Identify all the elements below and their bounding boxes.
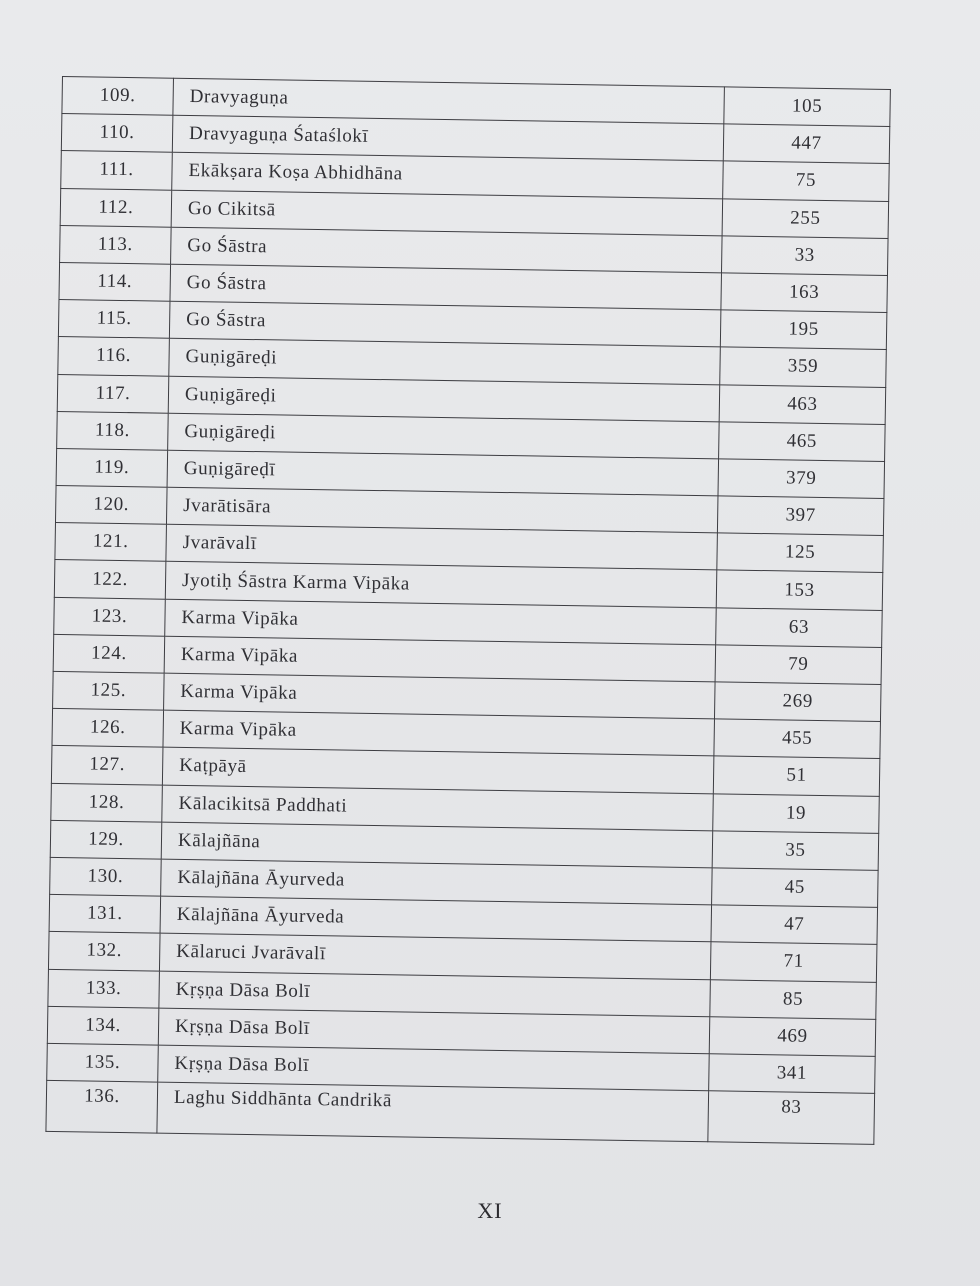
row-number: 132. [48,932,160,971]
row-number: 121. [55,523,167,562]
row-page: 195 [720,310,887,350]
row-number: 123. [54,597,166,636]
row-page: 455 [714,719,881,759]
row-number: 134. [47,1006,159,1045]
row-page: 19 [713,793,880,833]
row-title: Jvarāvalī [166,524,718,570]
row-title: Kṛṣṇa Dāsa Bolī [158,1008,710,1054]
row-title: Dravyaguṇa Śataślokī [172,115,724,161]
row-number: 131. [49,895,161,934]
row-title: Go Śāstra [171,227,723,273]
row-number: 129. [50,820,162,859]
row-number: 127. [51,746,163,785]
row-title: Ekākṣara Koṣa Abhidhāna [172,153,724,199]
row-page: 447 [723,124,890,164]
row-title: Kṛṣṇa Dāsa Bolī [159,971,711,1017]
row-title: Jvarātisāra [166,487,718,533]
row-page: 465 [719,422,886,462]
row-title: Kaṭpāyā [162,748,714,794]
page-number: XI [477,1198,503,1223]
row-title: Kṛṣṇa Dāsa Bolī [158,1045,710,1091]
row-number: 114. [59,262,171,301]
row-page: 359 [720,347,887,387]
row-page: 105 [724,87,891,127]
row-number: 111. [61,151,173,190]
row-page: 255 [722,198,889,238]
row-number: 130. [50,857,162,896]
row-title: Go Śāstra [170,264,722,310]
row-page: 341 [709,1054,876,1094]
row-number: 115. [58,300,170,339]
row-page: 63 [716,607,883,647]
row-page: 79 [715,645,882,685]
row-page: 71 [710,942,877,982]
row-number: 122. [54,560,166,599]
row-title: Karma Vipāka [163,710,715,756]
row-title: Kālajñāna Āyurveda [160,896,712,942]
row-page: 83 [708,1091,875,1145]
row-number: 119. [56,448,168,487]
row-number: 117. [57,374,169,413]
row-number: 120. [55,486,167,525]
row-title: Go Cikitsā [171,190,723,236]
row-title: Guṇigāreḍi [168,413,720,459]
row-number: 126. [52,709,164,748]
row-number: 136. [46,1080,158,1133]
row-page: 47 [711,905,878,945]
row-page: 33 [721,236,888,276]
row-page: 45 [712,868,879,908]
row-number: 113. [60,225,172,264]
row-title: Kālajñāna [161,822,713,868]
row-number: 110. [61,114,173,153]
row-page: 379 [718,459,885,499]
row-title: Guṇigāreḍi [169,339,721,385]
row-number: 128. [51,783,163,822]
row-title: Laghu Siddhānta Candrikā [157,1082,709,1142]
row-title: Dravyaguṇa [173,78,725,124]
row-number: 112. [60,188,172,227]
row-number: 116. [58,337,170,376]
row-page: 125 [717,533,884,573]
row-page: 153 [716,570,883,610]
row-number: 109. [62,77,174,116]
index-table-container [45,76,887,1145]
row-number: 124. [53,634,165,673]
row-page: 35 [712,831,879,871]
row-page: 269 [714,682,881,722]
row-title: Karma Vipāka [165,599,717,645]
row-title: Kālaruci Jvarāvalī [159,933,711,979]
row-title: Kālacikitsā Paddhati [162,785,714,831]
manuscript-index-table [45,76,890,1145]
row-page: 469 [709,1016,876,1056]
row-page: 85 [710,979,877,1019]
row-page: 397 [717,496,884,536]
row-number: 125. [53,671,165,710]
row-number: 133. [48,969,160,1008]
row-page: 463 [719,384,886,424]
row-title: Go Śāstra [169,301,721,347]
row-title: Karma Vipāka [164,636,716,682]
row-page: 75 [723,161,890,201]
row-title: Kālajñāna Āyurveda [161,859,713,905]
row-title: Guṇigāreḍī [167,450,719,496]
row-title: Karma Vipāka [164,673,716,719]
row-page: 163 [721,273,888,313]
row-number: 135. [47,1043,159,1082]
table-body [46,77,890,1145]
row-number: 118. [57,411,169,450]
row-title: Jyotiḥ Śāstra Karma Vipāka [165,562,717,608]
row-page: 51 [713,756,880,796]
row-title: Guṇigāreḍi [168,376,720,422]
